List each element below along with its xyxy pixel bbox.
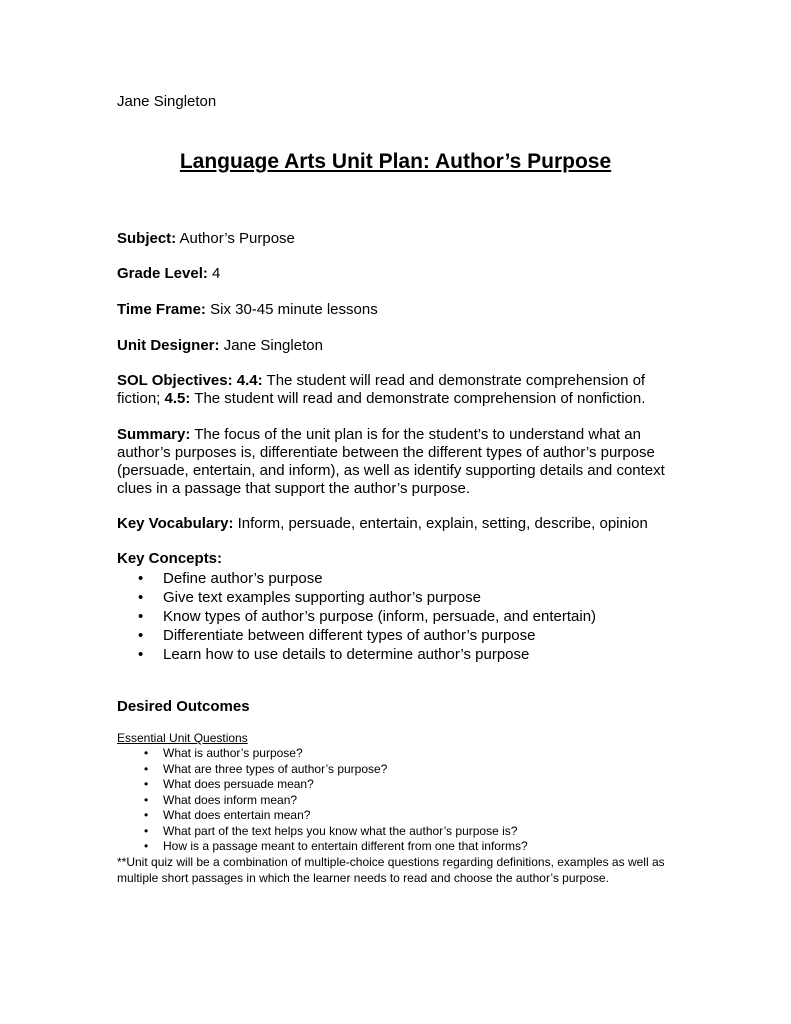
list-item-text: What part of the text helps you know what the author’s purpose is? [163,823,518,838]
list-item [144,824,528,840]
bullet-icon: • [144,777,149,791]
key-concepts-label: Key Concepts: [117,550,223,567]
subject-label: Subject: [117,230,177,247]
list-item-text: What is author’s purpose? [163,746,303,760]
list-item [144,777,528,793]
sol-text-4-4: The student will read and demonstrate comprehension of fiction; [117,372,646,407]
unit-quiz-note: **Unit quiz will be a combination of multiple-choice questions regarding definitions, examples as well as multiple short passages in which the learner needs to read and choose the author’s purpose. [117,855,665,885]
bullet-icon: • [144,792,149,807]
list-item [144,746,528,762]
key-vocabulary-label: Key Vocabulary: [117,515,234,532]
list-item-text: Differentiate between different types of author’s purpose [163,627,536,644]
key-concepts-list [136,569,596,664]
unit-designer-label: Unit Designer: [117,337,220,354]
bullet-icon: • [144,839,149,853]
key-vocabulary-text: Inform, persuade, entertain, explain, setting, describe, opinion [237,515,648,532]
unit-designer-field [117,337,677,355]
bullet-icon: • [138,627,144,644]
sol-objectives-field [117,372,677,408]
time-frame-label: Time Frame: [117,301,206,318]
summary-field [117,426,677,498]
bullet-icon: • [138,589,144,606]
sol-code-4-5: 4.5: [164,390,191,407]
grade-level-value: 4 [212,265,221,282]
list-item [136,588,596,607]
subject-field [117,230,677,248]
list-item-text: Learn how to use details to determine author’s purpose [163,646,530,663]
sol-text-4-5: The student will read and demonstrate comprehension of nonfiction. [194,390,646,407]
bullet-icon: • [144,823,149,838]
bullet-icon: • [138,570,144,587]
bullet-icon: • [144,746,149,760]
list-item-text: How is a passage meant to entertain different from one that informs? [163,839,528,853]
list-item-text: Give text examples supporting author’s purpose [163,589,481,606]
subject-value: Author’s Purpose [179,230,295,247]
list-item [144,808,528,824]
page-title: Language Arts Unit Plan: Author’s Purpose [179,150,612,173]
key-concepts-heading [117,550,677,568]
essential-questions-list [144,746,528,855]
list-item-text: What does inform mean? [163,792,298,807]
bullet-icon: • [144,808,149,822]
grade-level-label: Grade Level: [117,265,208,282]
summary-text: The focus of the unit plan is for the student’s to understand what an author’s purposes is, differentiate between the different types of author’s purpose (persuade, entertain, and inform), as well as identify supporting details and context clues in a passage that support the author’s purpose. [117,426,665,497]
list-item-text: What does entertain mean? [163,808,311,822]
sol-objectives-label: SOL Objectives: [117,372,233,389]
list-item [136,626,596,645]
bullet-icon: • [138,608,144,625]
bullet-icon: • [144,761,149,776]
list-item [144,793,528,809]
list-item-text: Define author’s purpose [163,570,323,587]
list-item [144,839,528,855]
sol-code-4-4: 4.4: [236,372,263,389]
unit-designer-value: Jane Singleton [223,337,323,354]
grade-level-field [117,265,677,283]
author-name: Jane Singleton [117,93,217,110]
summary-label: Summary: [117,426,191,443]
list-item [136,569,596,588]
essential-questions-heading: Essential Unit Questions [117,731,248,745]
list-item-text: What are three types of author’s purpose? [163,761,388,776]
list-item [136,607,596,626]
list-item-text: Know types of author’s purpose (inform, persuade, and entertain) [163,608,597,625]
list-item [144,762,528,778]
list-item-text: What does persuade mean? [163,777,314,791]
desired-outcomes-heading: Desired Outcomes [117,698,250,715]
key-vocabulary-field [117,515,677,533]
time-frame-value: Six 30-45 minute lessons [210,301,378,318]
list-item [136,645,596,664]
time-frame-field [117,301,677,319]
bullet-icon: • [138,646,144,663]
